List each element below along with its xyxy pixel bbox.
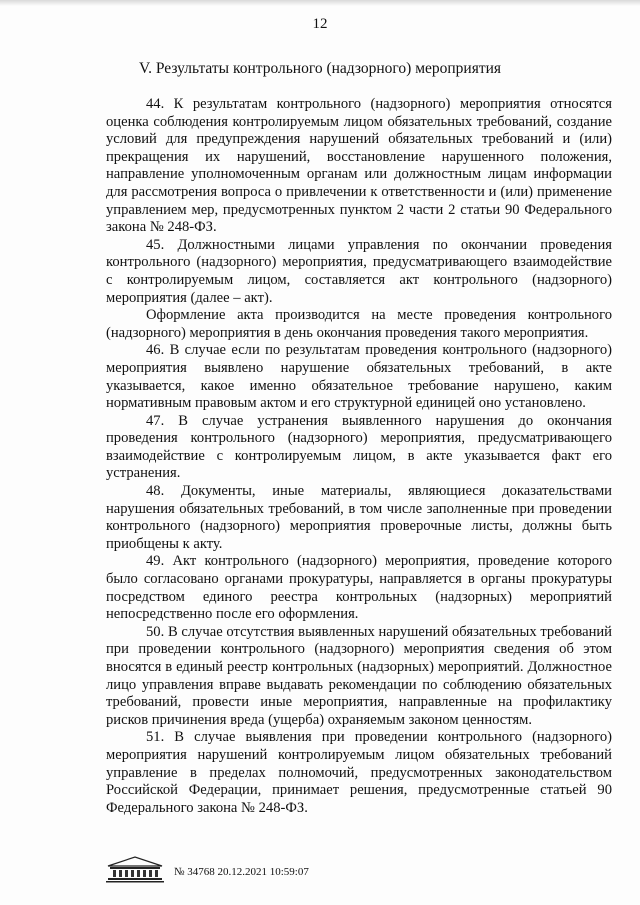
paragraph-44: 44. К результатам контрольного (надзорного) мероприятия относятся оценка соблюдения контролируемым лицом обязательных требований, создание условий для предупреждения нарушений обязательных требований и (или) прекращения их нарушений, восстановление нарушенного положения, направление уполномоченным органам или должностным лицам информации для рассмотрения вопроса о привлечении к ответственности и (или) применение управлением мер, предусмотренных пунктом 2 части 2 статьи 90 Федерального закона № 248-ФЗ. bbox=[106, 96, 612, 236]
building-stamp-icon bbox=[104, 854, 166, 884]
registration-mark: № 34768 20.12.2021 10:59:07 bbox=[174, 866, 309, 878]
paragraph-50: 50. В случае отсутствия выявленных нарушений обязательных требований при проведении контрольного (надзорного) мероприятия сведения об этом вносятся в единый реестр контрольных (надзорных) мероприятий. Должностное лицо управления вправе выдавать рекомендации по соблюдению обязательных требований, провести иные мероприятия, направленные на профилактику рисков причинения вреда (ущерба) охраняемым законом ценностям. bbox=[106, 623, 612, 728]
section-title: V. Результаты контрольного (надзорного) мероприятия bbox=[138, 60, 502, 77]
page-number: 12 bbox=[312, 16, 328, 32]
paragraph-45-act: Оформление акта производится на месте проведения контрольного (надзорного) мероприятия в день окончания проведения такого мероприятия. bbox=[106, 307, 612, 341]
paragraph-49: 49. Акт контрольного (надзорного) мероприятия, проведение которого было согласовано органами прокуратуры, направляется в органы прокуратуры посредством единого реестра контрольных (надзорных) мероприятий непосредственно после его оформления. bbox=[106, 553, 612, 623]
document-body bbox=[106, 96, 612, 817]
paragraph-46: 46. В случае если по результатам проведения контрольного (надзорного) мероприятия выявлено нарушение обязательных требований, в акте указывается, какое именно обязательное требование нарушено, каким нормативным правовым актом и его структурной единицей оно установлено. bbox=[106, 342, 612, 412]
paragraph-48: 48. Документы, иные материалы, являющиеся доказательствами нарушения обязательных требований, в том числе заполненные при проведении контрольного (надзорного) мероприятия проверочные листы, должны быть приобщены к акту. bbox=[106, 483, 612, 552]
document-footer bbox=[104, 854, 404, 890]
paragraph-47: 47. В случае устранения выявленного нарушения до окончания проведения контрольного (надзорного) мероприятия, предусматривающего взаимодействие с контролируемым лицом, в акте указывается факт его устранения. bbox=[106, 412, 612, 482]
paragraph-51: 51. В случае выявления при проведении контрольного (надзорного) мероприятия нарушений контролируемым лицом обязательных требований управление в пределах полномочий, предусмотренных законодательством Российской Федерации, принимает решения, предусмотренные статьей 90 Федерального закона № 248-ФЗ. bbox=[106, 729, 612, 816]
scan-edge bbox=[0, 0, 640, 6]
paragraph-45: 45. Должностными лицами управления по окончании проведения контрольного (надзорного) мероприятия, предусматривающего взаимодействие с контролируемым лицом, составляется акт контрольного (надзорного) мероприятия (далее – акт). bbox=[106, 236, 612, 306]
